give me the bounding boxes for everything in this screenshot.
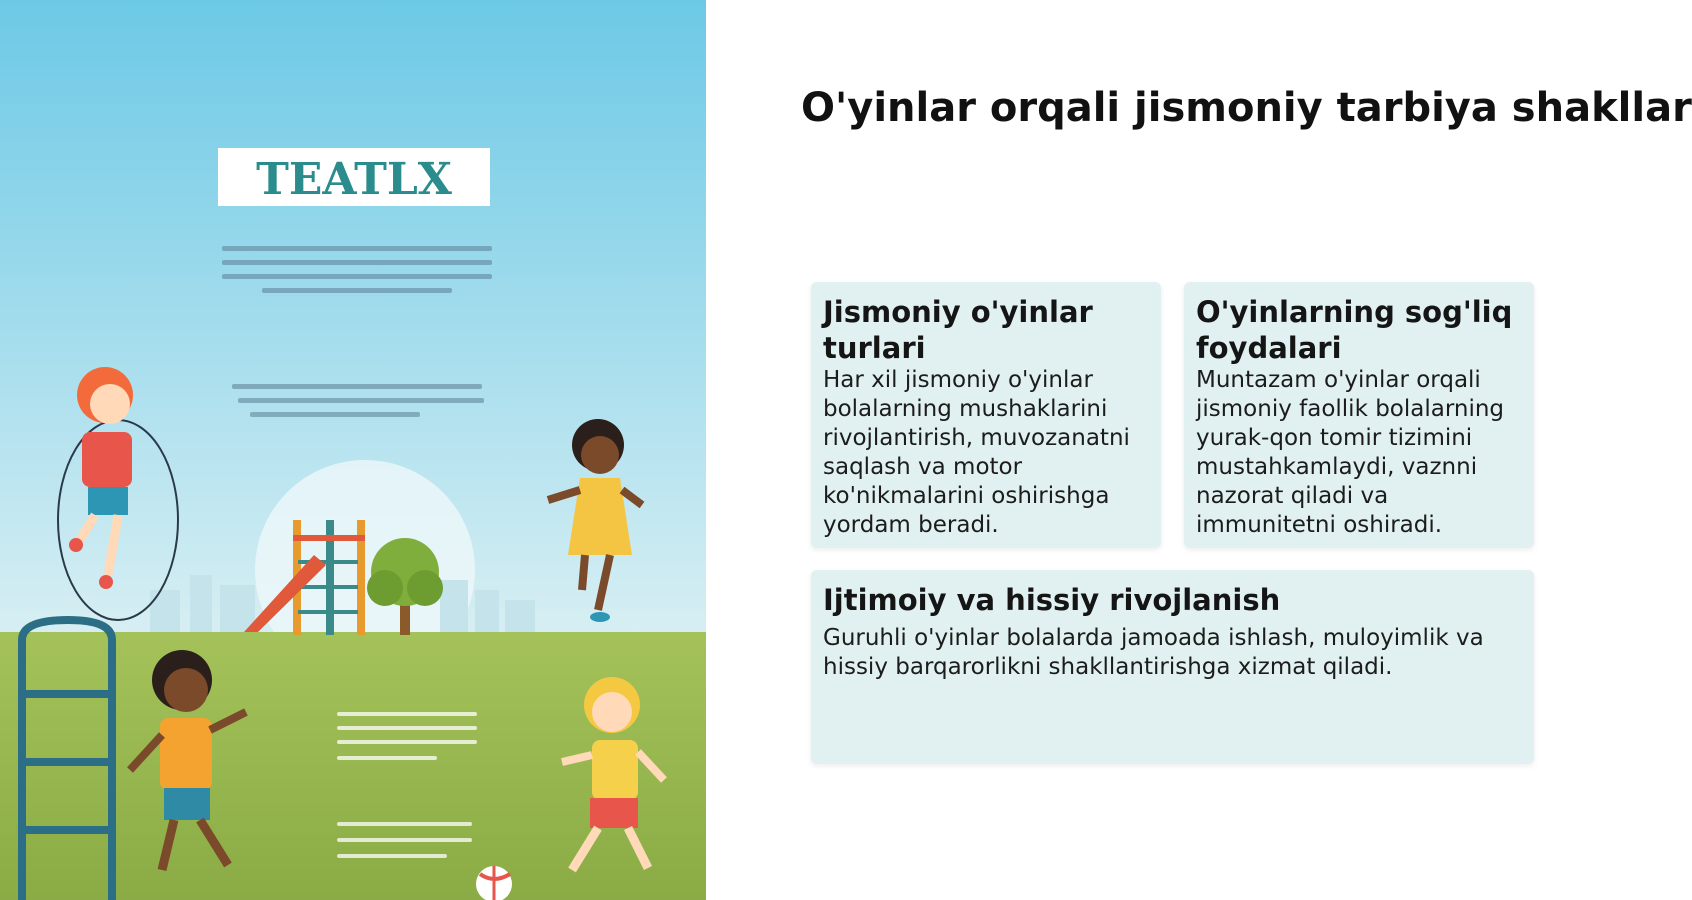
slide-title: O'yinlar orqali jismoniy tarbiya shakllar	[801, 85, 1692, 131]
card-body: Har xil jismoniy o'yinlar bolalarning mushaklarini rivojlantirish, muvozanatni saqlash va motor ko'nikmalarini oshirishga yordam beradi.	[823, 367, 1130, 538]
card-physical-game-types	[811, 282, 1161, 548]
card-body: Muntazam o'yinlar orqali jismoniy faollik bolalarning yurak-qon tomir tizimini mustahkamlaydi, vaznni nazorat qiladi va immunitetni oshiradi.	[1196, 367, 1505, 538]
brand-logo-text: TEATLX	[256, 154, 452, 205]
playground-illustration	[0, 0, 706, 900]
card-health-benefits	[1184, 282, 1534, 548]
card-heading: O'yinlarning sog'liq foydalari	[1196, 295, 1513, 365]
card-heading: Jismoniy o'yinlar turlari	[823, 295, 1093, 365]
card-heading: Ijtimoiy va hissiy rivojlanish	[823, 583, 1281, 617]
card-body: Guruhli o'yinlar bolalarda jamoada ishlash, muloyimlik va hissiy barqarorlikni shakllantirishga xizmat qiladi.	[823, 625, 1484, 680]
card-social-emotional-development	[811, 570, 1534, 764]
